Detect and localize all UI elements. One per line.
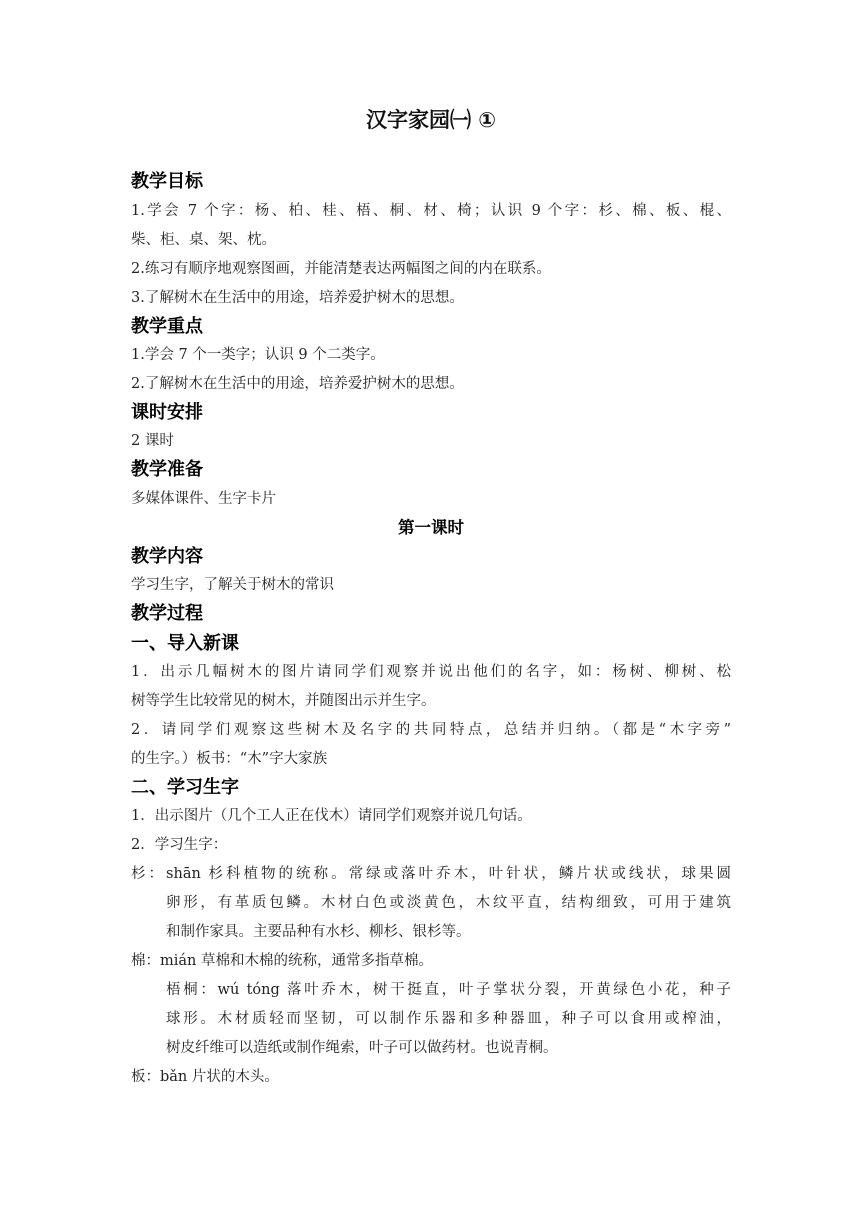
- schedule-heading: 课时安排: [131, 402, 203, 423]
- intro-p1-line-b: 树等学生比较常见的树木，并随图出示并生字。: [131, 693, 436, 709]
- char-shan-line-a: 杉：shān 杉科植物的统称。常绿或落叶乔木，叶针状，鳞片状或线状，球果圆: [131, 866, 731, 882]
- preparation-text: 多媒体课件、生字卡片: [131, 491, 276, 507]
- intro-p2-line-a: 2．请同学们观察这些树木及名字的共同特点，总结并归纳。（都是“木字旁”: [131, 722, 731, 738]
- key-points-heading: 教学重点: [131, 316, 203, 337]
- content-text: 学习生字，了解关于树木的常识: [131, 577, 334, 593]
- learn-p1: 1．出示图片（几个工人正在伐木）请同学们观察并说几句话。: [131, 808, 532, 824]
- lesson-one-heading: 第一课时: [398, 518, 464, 537]
- document-title: 汉字家园㈠ ①: [365, 108, 497, 132]
- process-heading: 教学过程: [131, 603, 203, 624]
- goals-line-1a: 1.学会 7 个字：杨、柏、桂、梧、桐、材、椅；认识 9 个字：杉、棉、板、棍、: [131, 203, 731, 219]
- schedule-text: 2 课时: [131, 433, 174, 449]
- preparation-heading: 教学准备: [131, 459, 203, 480]
- word-wutong-line-a: 梧桐：wú tóng 落叶乔木，树干挺直，叶子掌状分裂，开黄绿色小花，种子: [166, 982, 731, 998]
- word-wutong-line-b: 球形。木材质轻而坚韧，可以制作乐器和多种器皿，种子可以食用或榨油，: [166, 1011, 731, 1027]
- char-shan-line-c: 和制作家具。主要品种有水杉、柳杉、银杉等。: [166, 924, 471, 940]
- key-points-line-2: 2.了解树木在生活中的用途，培养爱护树木的思想。: [131, 376, 464, 392]
- learn-heading: 二、学习生字: [131, 777, 239, 798]
- goals-heading: 教学目标: [131, 171, 203, 192]
- intro-p1-line-a: 1．出示几幅树木的图片请同学们观察并说出他们的名字，如：杨树、柳树、松: [131, 664, 731, 680]
- word-wutong-line-c: 树皮纤维可以造纸或制作绳索，叶子可以做药材。也说青桐。: [166, 1040, 558, 1056]
- goals-line-3: 3.了解树木在生活中的用途，培养爱护树木的思想。: [131, 290, 464, 306]
- goals-line-1b: 柴、柜、桌、架、枕。: [131, 232, 276, 248]
- key-points-line-1: 1.学会 7 个一类字；认识 9 个二类字。: [131, 347, 385, 363]
- learn-p2: 2．学习生字：: [131, 837, 228, 853]
- goals-line-2: 2.练习有顺序地观察图画，并能清楚表达两幅图之间的内在联系。: [131, 261, 551, 277]
- intro-heading: 一、导入新课: [131, 633, 239, 654]
- intro-p2-line-b: 的生字。）板书：“木”字大家族: [131, 751, 328, 767]
- char-shan-line-b: 卵形，有革质包鳞。木材白色或淡黄色，木纹平直，结构细致，可用于建筑: [166, 895, 731, 911]
- char-mian: 棉：mián 草棉和木棉的统称，通常多指草棉。: [131, 953, 433, 969]
- char-ban: 板：bǎn 片状的木头。: [131, 1069, 279, 1085]
- content-heading: 教学内容: [131, 546, 203, 567]
